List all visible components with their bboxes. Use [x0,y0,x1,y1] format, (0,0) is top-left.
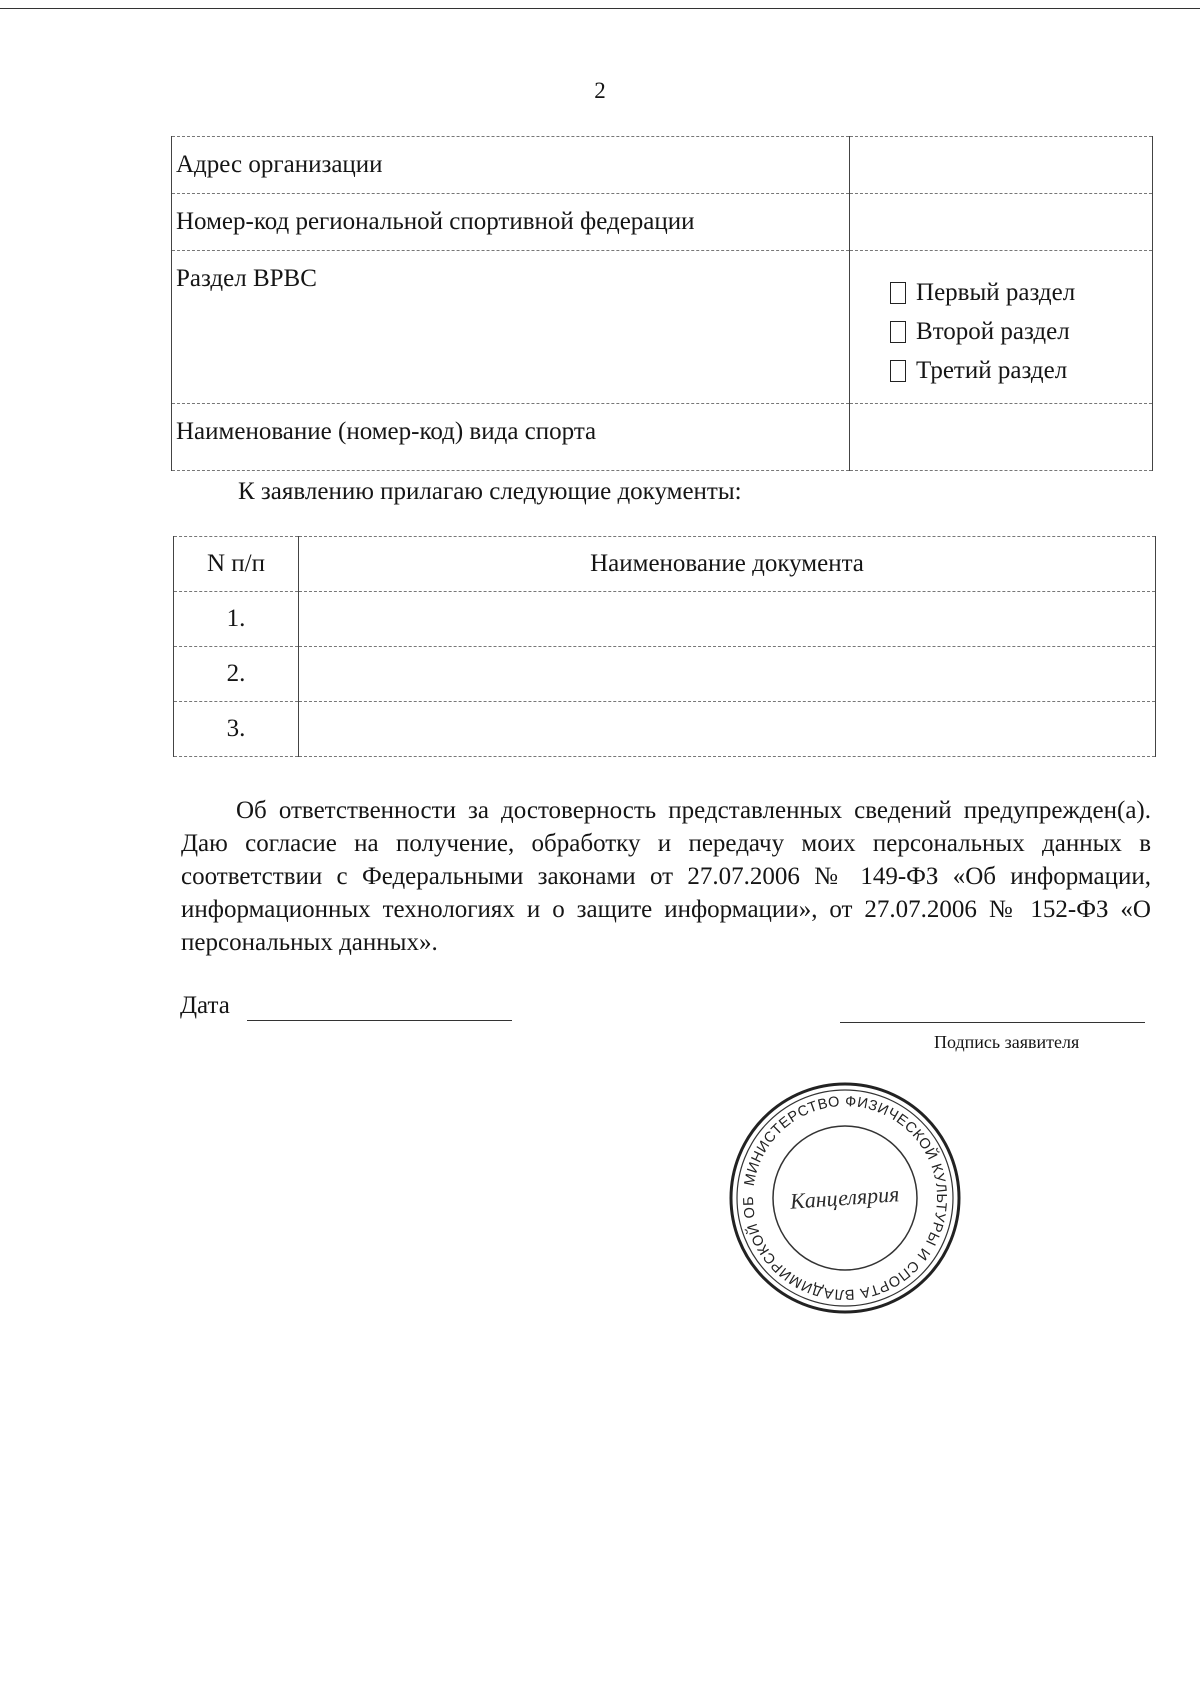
table-row [174,592,1156,647]
seal-center [727,1080,963,1316]
address-row [172,137,1153,194]
organization-info-table [171,136,1153,471]
date-label: Дата [180,992,230,1019]
documents-header-row [174,537,1156,592]
address-label: Адрес организации [172,137,850,194]
seal-center-text: Канцелярия [789,1181,901,1214]
option-first-section-label: Первый раздел [916,278,1076,306]
row-number: 3. [174,702,299,757]
address-value-cell[interactable] [850,137,1153,194]
document-name-cell[interactable] [299,647,1156,702]
federation-row [172,194,1153,251]
option-second-section[interactable] [890,312,1148,351]
checkbox-first-section[interactable] [890,282,906,304]
official-seal [727,1080,963,1316]
document-name-cell[interactable] [299,592,1156,647]
consent-statement: Об ответственности за достоверность представленных сведений предупрежден(а). Даю согласие на получение, обработку и передачу моих персональных данных в соответствии с Федеральными законами от 27.07.2006 № 149-ФЗ «Об информации, информационных технологиях и о защите информации», от 27.07.2006 № 152-ФЗ «О персональных данных». [181,797,1151,956]
page-number [0,78,1200,104]
section-label: Раздел ВРВС [172,251,850,404]
section-options [854,251,1148,390]
document-name-cell[interactable] [299,702,1156,757]
row-number: 2. [174,647,299,702]
option-second-section-label: Второй раздел [916,317,1070,345]
checkbox-third-section[interactable] [890,360,906,382]
row-number: 1. [174,592,299,647]
signature-field-line[interactable] [840,1022,1145,1023]
table-row [174,647,1156,702]
signature-caption: Подпись заявителя [934,1032,1080,1052]
seal-ring-text: МИНИСТЕРСТВО ФИЗИЧЕСКОЙ КУЛЬТУРЫ И СПОРТА ВЛАДИМИРСКОЙ ОБ [740,1093,950,1303]
col-number-header: N п/п [174,537,299,592]
date-field-line[interactable] [247,1020,512,1021]
top-rule [0,8,1200,9]
option-third-section-label: Третий раздел [916,356,1068,384]
option-third-section[interactable] [890,351,1148,390]
federation-label: Номер-код региональной спортивной федерации [172,194,850,251]
option-first-section[interactable] [890,273,1148,312]
federation-value-cell[interactable] [850,194,1153,251]
checkbox-second-section[interactable] [890,321,906,343]
table-row [174,702,1156,757]
documents-table [173,536,1156,757]
sport-label: Наименование (номер-код) вида спорта [172,404,850,471]
section-row [172,251,1153,404]
section-options-cell [850,251,1153,404]
sport-value-cell[interactable] [850,404,1153,471]
attachments-title: К заявлению прилагаю следующие документы: [238,478,742,505]
page-number-text: 2 [594,78,606,103]
col-document-name-header: Наименование документа [299,537,1156,592]
sport-row [172,404,1153,471]
